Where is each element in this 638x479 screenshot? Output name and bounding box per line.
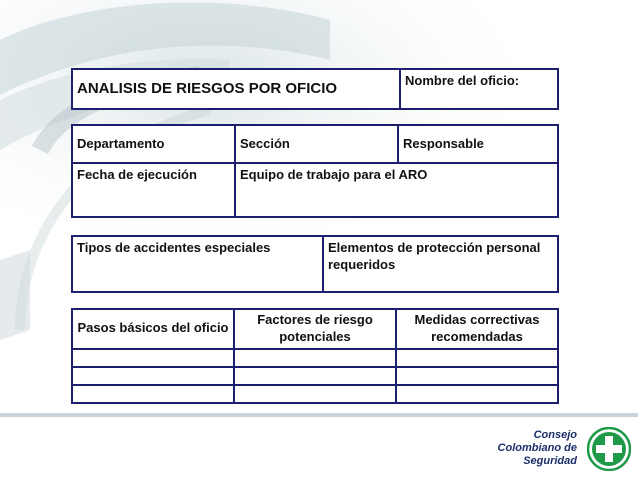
form-title: ANALISIS DE RIESGOS POR OFICIO: [72, 69, 400, 109]
special-accidents-field: Tipos de accidentes especiales: [72, 236, 323, 292]
table-cell: [396, 385, 558, 403]
table-row: [72, 349, 558, 367]
footer-divider: [0, 413, 638, 417]
responsible-field: Responsable: [398, 125, 558, 163]
steps-table: [71, 308, 559, 404]
accidents-table: [71, 235, 559, 293]
table-cell: [72, 349, 234, 367]
table-cell: [396, 349, 558, 367]
table-cell: [396, 367, 558, 385]
table-row: [72, 385, 558, 403]
column-header-risk-factors: Factores de riesgo potenciales: [234, 309, 396, 349]
table-cell: [234, 367, 396, 385]
table-cell: [234, 349, 396, 367]
info-table: [71, 124, 559, 218]
green-cross-icon: [587, 427, 631, 471]
protection-elements-field: Elementos de protección personal requeridos: [323, 236, 558, 292]
title-table: [71, 68, 559, 110]
logo-line-1: Consejo: [533, 429, 577, 441]
table-cell: [72, 385, 234, 403]
section-field: Sección: [235, 125, 398, 163]
logo-line-3: Seguridad: [523, 455, 577, 467]
job-name-field: Nombre del oficio:: [400, 69, 558, 109]
table-row: [72, 367, 558, 385]
execution-date-field: Fecha de ejecución: [72, 163, 235, 217]
table-cell: [72, 367, 234, 385]
logo-text: [498, 429, 577, 468]
logo-line-2: Colombiano de: [497, 442, 577, 454]
column-header-corrective-measures: Medidas correctivas recomendadas: [396, 309, 558, 349]
work-team-field: Equipo de trabajo para el ARO: [235, 163, 558, 217]
department-field: Departamento: [72, 125, 235, 163]
table-cell: [234, 385, 396, 403]
logo: [490, 425, 635, 475]
column-header-steps: Pasos básicos del oficio: [72, 309, 234, 349]
